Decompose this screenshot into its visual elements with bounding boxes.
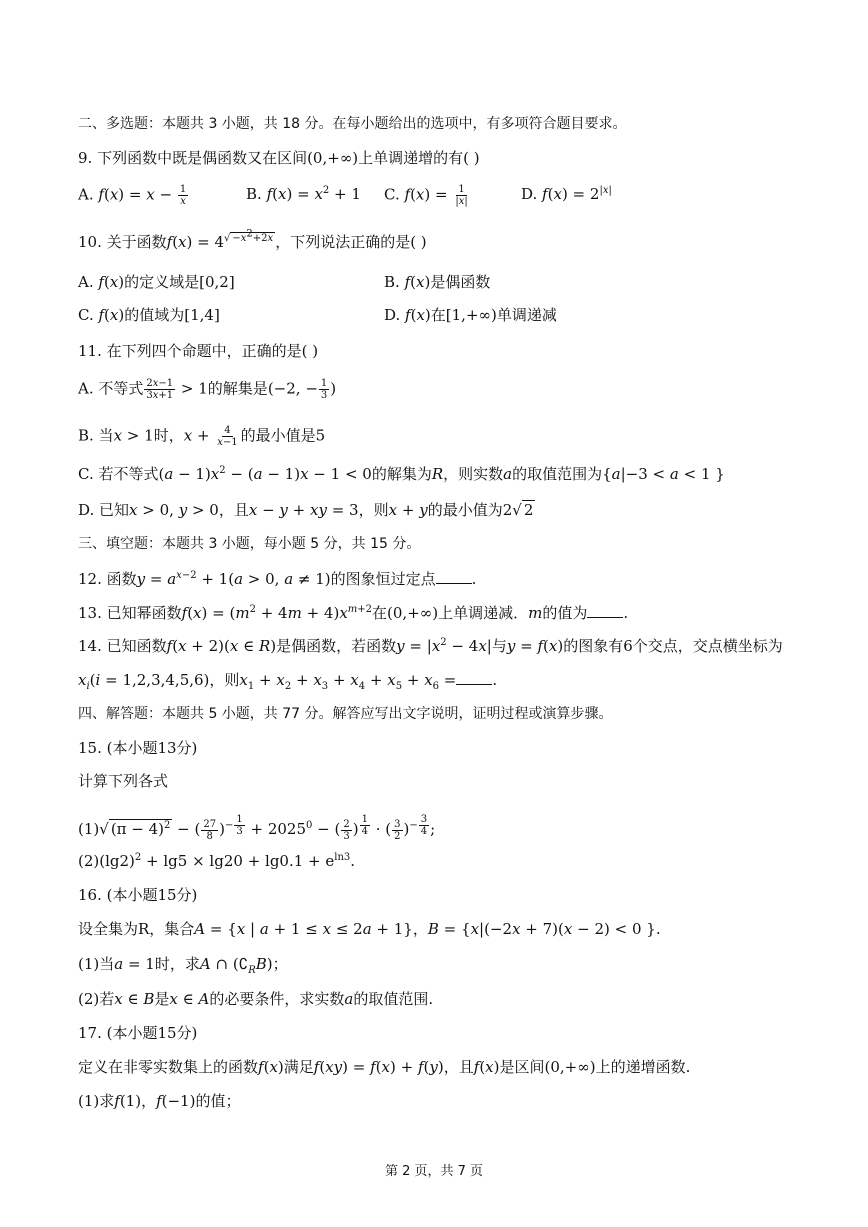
- question-9-stem: 9. 下列函数中既是偶函数又在区间(0,+∞)上单调递增的有( ): [78, 149, 480, 167]
- answer-blank: [587, 603, 623, 618]
- q10-option-b: B. f(x)是偶函数: [384, 273, 491, 291]
- page-footer: 第 2 页，共 7 页: [384, 1164, 484, 1179]
- question-14-line-2: $x_i(i = 1,2,3,4,5,6)$，则$x_1 + x_2 + x_3 + x_4 + x_5 + x_6$ = .: [78, 671, 498, 692]
- question-17-heading: 17. (本小题15分): [78, 1024, 198, 1042]
- question-12: 12. 函数$y = a^{x-2} + 1(a > 0$, a ≠ 1)的图象恒过定点 .: [78, 570, 477, 588]
- answer-blank: [436, 569, 472, 584]
- q11-option-a: A. 不等式 $\frac{2x-1}{3x+1}$ > 1的解集是(−2, − $\frac{1}{3}$ ): [78, 378, 337, 401]
- q11-option-b: B. 当x > 1时，x + $\frac{4}{x-1}$ 的最小值是5: [78, 425, 326, 448]
- q9-option-b: B. $f(x) = x^2 + 1$: [246, 185, 361, 203]
- q9-option-c: C. f(x) = $\frac{1}{|x|}$: [384, 184, 468, 207]
- q10-option-a: A. f(x)的定义域是[0,2]: [78, 273, 235, 291]
- q11-option-c: C. 若不等式$(a - 1)x^2 - (a - 1)x - 1 < 0$的解集为R，则实数a的取值范围为{a|−3 < a < 1 }: [78, 465, 725, 483]
- question-16-intro: 设全集为R，集合A = {x | a + 1 ≤ x ≤ 2a + 1}，B = {x|(−2x + 7)(x − 2) < 0 }.: [78, 920, 661, 938]
- question-15-intro: 计算下列各式: [78, 772, 169, 790]
- answer-blank: [456, 670, 492, 685]
- question-17-intro: 定义在非零实数集上的函数f(x)满足f(xy) = f(x) + f(y)，且f(x)是区间(0,+∞)上的递增函数.: [78, 1058, 691, 1076]
- question-15-part-2: $(2)(\lg 2)^2 + \lg 5 \times \lg 20 + \lg 0.1 + e^{ln3}$.: [78, 852, 356, 870]
- q11-option-d: D. 已知x > 0, y > 0，且x − y + xy = 3，则x + y的最小值为2√ 2: [78, 501, 534, 519]
- q9-option-a: A. f(x) = x − $\frac{1}{x}$: [78, 184, 187, 207]
- question-11-stem: 11. 在下列四个命题中，正确的是( ): [78, 342, 319, 360]
- question-14-line-1: 14. 已知函数f(x + 2)(x ∈ R)是偶函数，若函数$y = |x^2 - 4x|$与y = f(x)的图象有6个交点，交点横坐标为: [78, 637, 783, 655]
- question-10-stem: 10. 关于函数$f(x) = 4^{√ -x^2+2x}$ ，下列说法正确的是( ): [78, 228, 427, 251]
- question-15-part-1: (1)√ $(\pi - 4)^2$ − ( $\frac{27}{8}$ )$^{- \frac{1}{3}}$ + $2025^0$ − ( $\frac{2}{3}$ ) $^{\frac{1}{4}}$ · ( $\frac{3}{2}$ )$^{- \frac{3}{4}}$ ;: [78, 814, 436, 842]
- q10-option-d: D. f(x)在[1,+∞)单调递减: [384, 306, 557, 324]
- q9-option-d: D. $f(x) = 2^{|x|}$: [521, 185, 612, 203]
- question-16-heading: 16. (本小题15分): [78, 886, 198, 904]
- question-16-part-1: (1)当a = 1时，求A ∩ $(∁_RB)$；: [78, 955, 288, 976]
- section-heading-multiple-choice: 二、多选题：本题共 3 小题，共 18 分。在每小题给出的选项中，有多项符合题目要求。: [78, 116, 627, 132]
- question-16-part-2: (2)若x ∈ B是x ∈ A的必要条件，求实数a的取值范围.: [78, 990, 434, 1008]
- question-17-part-1: (1)求f(1)，f(−1)的值；: [78, 1092, 241, 1110]
- question-15-heading: 15. (本小题13分): [78, 739, 198, 757]
- section-heading-fill-in: 三、填空题：本题共 3 小题，每小题 5 分，共 15 分。: [78, 536, 421, 552]
- question-13: 13. 已知幂函数$f(x) = (m^2 + 4m + 4)x^{m+2}$在(0,+∞)上单调递减．m的值为 .: [78, 604, 629, 622]
- q10-option-c: C. f(x)的值域为[1,4]: [78, 306, 220, 324]
- section-heading-solutions: 四、解答题：本题共 5 小题，共 77 分。解答应写出文字说明，证明过程或演算步骤。: [78, 706, 613, 722]
